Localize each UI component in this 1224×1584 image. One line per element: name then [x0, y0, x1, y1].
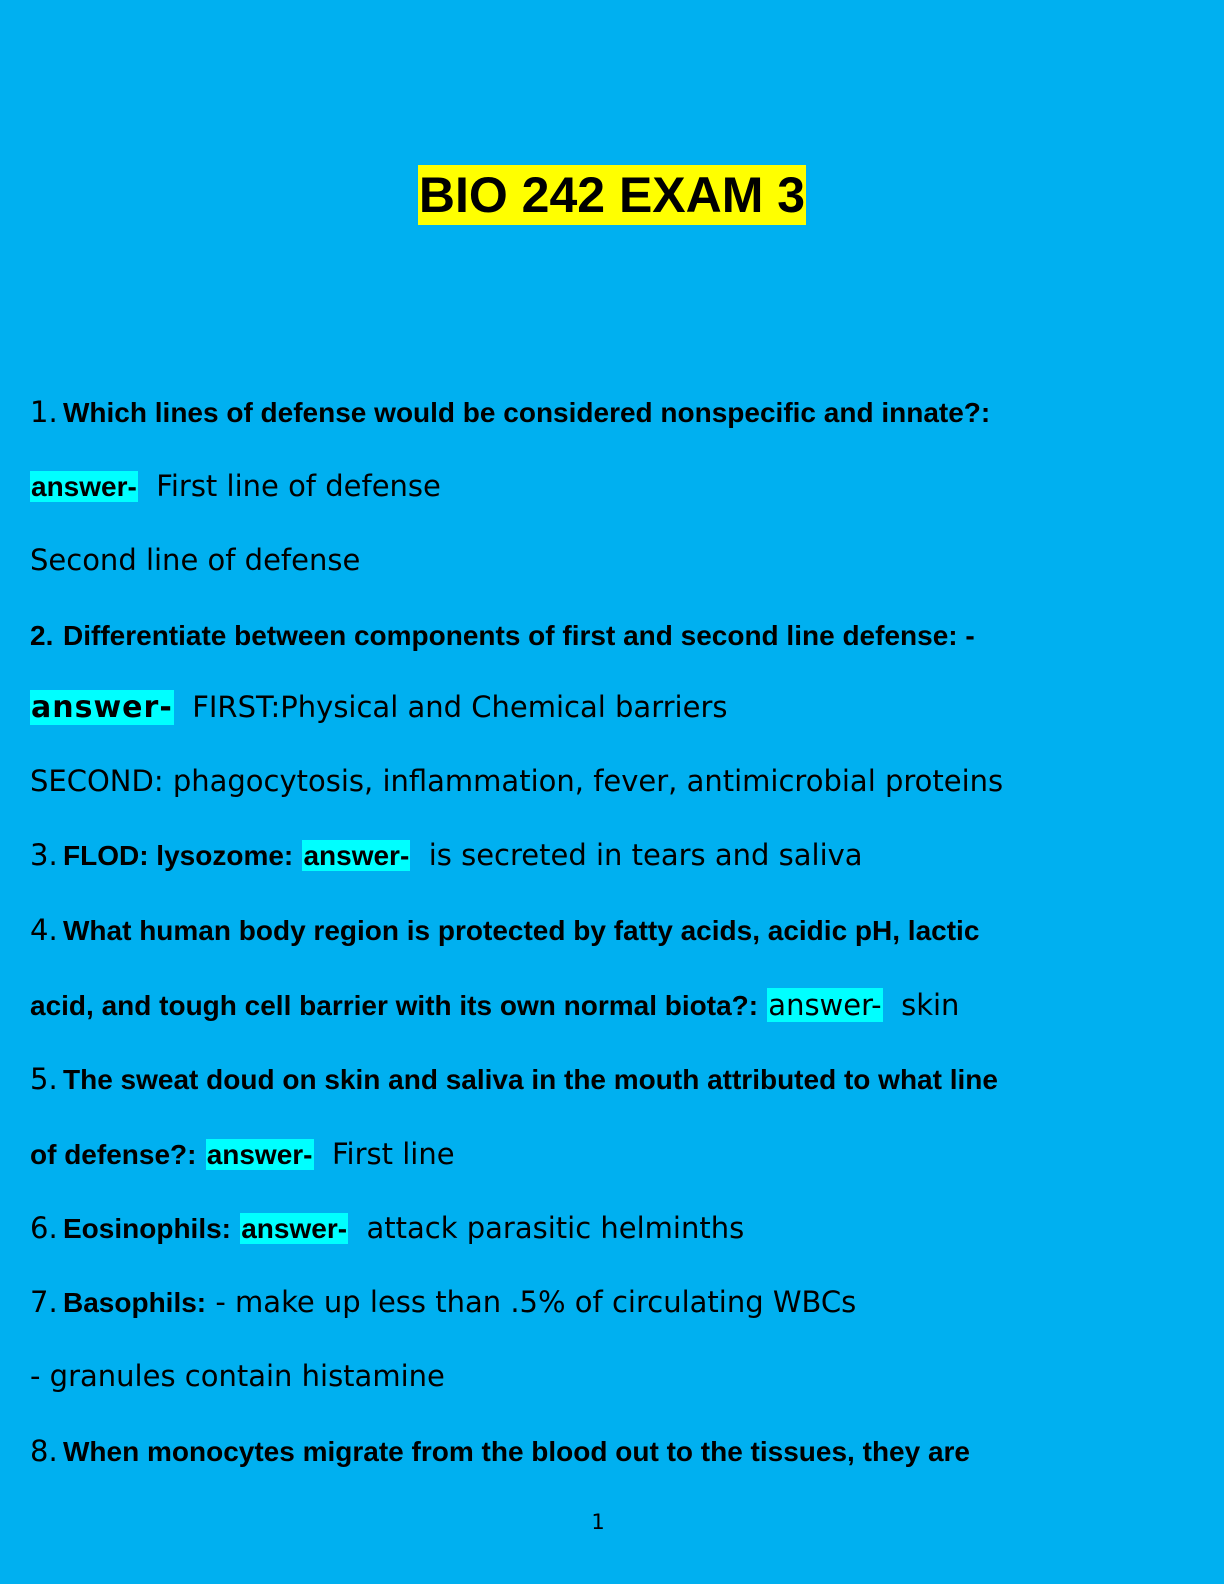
question-5-line-2: [30, 1134, 1200, 1175]
question-5: [30, 1059, 1200, 1100]
question-4: [30, 910, 1200, 951]
question-number: 2.: [30, 620, 54, 651]
question-text: What human body region is protected by fatty acids, acidic pH, lactic: [63, 915, 980, 946]
answer-text: - make up less than .5% of circulating WBCs: [215, 1285, 857, 1319]
answer-text: is secreted in tears and saliva: [428, 838, 863, 872]
answer-1: [30, 466, 1200, 507]
answer-text: attack parasitic helminths: [366, 1211, 745, 1245]
question-text: The sweat doud on skin and saliva in the mouth attributed to what line: [63, 1064, 998, 1095]
answer-text: First line of defense: [156, 469, 441, 503]
answer-text: SECOND: phagocytosis, inflammation, fever, antimicrobial proteins: [30, 764, 1004, 798]
answer-label: answer-: [768, 988, 882, 1022]
answer-label: answer-: [31, 690, 173, 725]
question-2: [30, 615, 1200, 656]
question-text: Which lines of defense would be considered nonspecific and innate?:: [63, 397, 991, 428]
answer-2-line-2: [30, 761, 1200, 801]
question-number: 7.: [30, 1285, 58, 1319]
question-text: Differentiate between components of first and second line defense: -: [63, 620, 975, 651]
answer-text: skin: [901, 988, 960, 1022]
answer-2: [30, 687, 1200, 728]
answer-label: answer-: [31, 471, 137, 502]
answer-label: answer-: [241, 1213, 348, 1244]
question-text: FLOD: lysozome:: [63, 840, 294, 871]
question-3: [30, 835, 1200, 876]
question-number: 6.: [30, 1211, 58, 1245]
question-number: 5.: [30, 1062, 58, 1096]
answer-text: - granules contain histamine: [30, 1359, 445, 1393]
question-6: [30, 1208, 1200, 1249]
answer-label: answer-: [206, 1139, 313, 1170]
question-text: acid, and tough cell barrier with its own normal biota?:: [30, 990, 759, 1021]
question-number: 1.: [30, 395, 58, 429]
answer-1-line-2: [30, 540, 1200, 580]
question-text: Basophils:: [63, 1287, 207, 1318]
answer-text: Second line of defense: [30, 543, 361, 577]
question-text: When monocytes migrate from the blood out to the tissues, they are: [63, 1436, 971, 1467]
page-number: 1: [591, 1510, 605, 1534]
question-text: Eosinophils:: [63, 1213, 231, 1244]
question-7: [30, 1282, 1200, 1323]
page-title: BIO 242 EXAM 3: [418, 167, 806, 223]
answer-text: First line: [331, 1137, 455, 1171]
question-1: [30, 392, 1200, 433]
title-wrapper: [0, 165, 1224, 225]
question-text: of defense?:: [30, 1139, 197, 1170]
question-number: 4.: [30, 913, 58, 947]
question-4-line-2: [30, 985, 1200, 1026]
answer-text: FIRST:Physical and Chemical barriers: [192, 690, 728, 724]
question-number: 8.: [30, 1434, 58, 1468]
question-number: 3.: [30, 838, 58, 872]
answer-7-line-2: [30, 1356, 1200, 1396]
answer-label: answer-: [303, 840, 410, 871]
question-8: [30, 1431, 1200, 1472]
